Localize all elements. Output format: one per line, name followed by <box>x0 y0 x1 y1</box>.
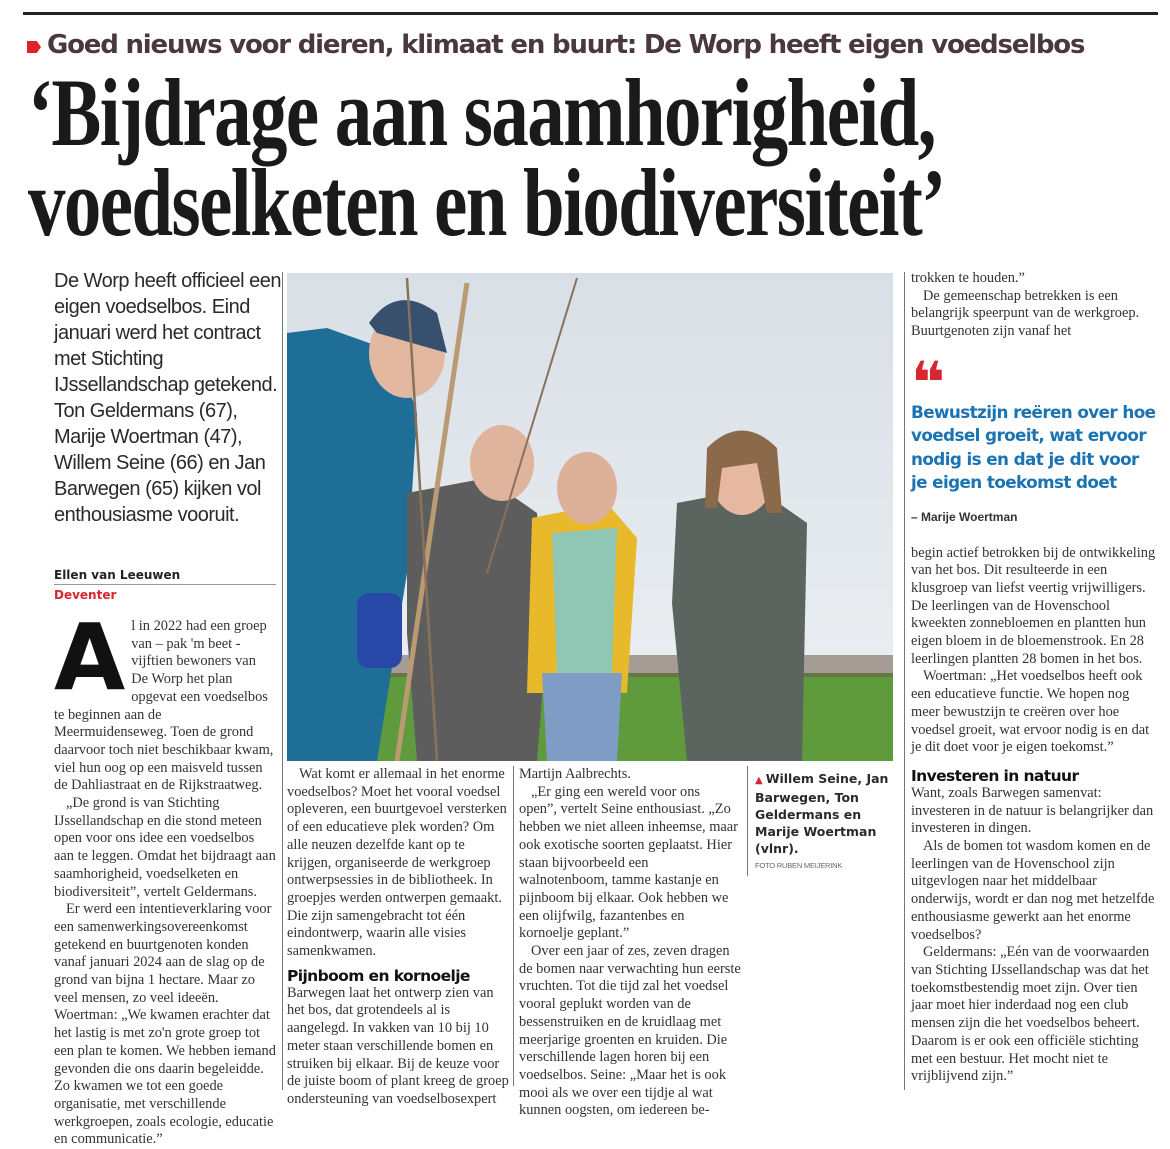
paragraph: „De grond is van Stichting IJssellandschap en die stond meteen open voor ons idee een voedselbos aan te leggen. Omdat het bijdraagt aan saamhorigheid, voedselketen en biodiversiteit”, vertelt Geldermans. <box>54 795 276 900</box>
jeans <box>542 673 622 761</box>
pull-quote-attribution: – Marije Woertman <box>911 509 1018 524</box>
photo-caption <box>755 770 895 870</box>
headline-line-1: ‘Bijdrage aan saamhorigheid, <box>28 59 935 166</box>
column-divider <box>747 766 748 876</box>
subheading: Pijnboom en kornoelje <box>287 966 470 985</box>
byline <box>54 568 276 602</box>
pull-quote <box>911 348 1157 527</box>
column-divider <box>513 766 514 1086</box>
glove <box>357 593 402 668</box>
column-divider <box>904 272 905 1090</box>
paragraph: Er werd een intentieverklaring voor een samenwerkingsovereenkomst getekend en buurtgenoten konden vanaf januari 2024 aan de slag op de grond van bijna 1 hectare. Maar zo veel mensen, zo veel ideeën. Woertman: „We kwamen erachter dat het lastig is met zo'n grote groep tot een plan te komen. We hebben iemand gevonden die ons daarin begeleidde. Zo kwamen we tot een goede organisatie, met verschillende werkgroepen, zoals ecologie, educatie en communicatie.” <box>54 901 276 1148</box>
paragraph: De gemeenschap betrekken is een belangrijk speerpunt van de werkgroep. Buurtgenoten zijn vanaf het <box>911 287 1140 340</box>
headline <box>28 59 945 256</box>
byline-author: Ellen van Leeuwen <box>54 568 276 585</box>
triangle-up-icon: ▲ <box>755 775 763 786</box>
paragraph: begin actief betrokken bij de ontwikkeling van het bos. Dit resulteerde in een klusgroep van liefst veertig vrijwilligers. De leerlingen van de Hovenschool kweekten zonnebloemen en plantten hun eigen bloem in de bloemenstrook. En 28 leerlingen plantten 28 bomen in het bos. <box>911 544 1156 667</box>
article-column-4 <box>911 270 1157 1086</box>
hoodie <box>552 528 617 673</box>
headline-line-2: voedselketen en biodiversiteit’ <box>28 149 945 256</box>
article-column-3 <box>519 766 741 1120</box>
article-column-2 <box>287 766 509 1109</box>
person-face <box>557 452 617 524</box>
dropcap: A <box>54 604 126 711</box>
paragraph: l in 2022 had een groep van – pak 'm beet - vijftien bewoners van De Worp het plan opgevat een voedselbos te beginnen aan de Meermuidenseweg. Toen de grond daarvoor toch niet beschikbaar kwam, viel hun oog op een maisveld tussen de Dahliastraat en de Rijkstraatweg. <box>54 618 274 794</box>
intro-lead: De Worp heeft officieel een eigen voedselbos. Eind januari werd het contract met Stichting IJssellandschap getekend. Ton Geldermans (67), Marije Woertman (47), Willem Seine (66) en Jan Barwegen (65) kijken vol enthousiasme vooruit. <box>54 270 282 526</box>
paragraph: trokken te houden.” <box>911 270 1025 286</box>
paragraph: Als de bomen tot wasdom komen en de leerlingen van de Hovenschool zijn uitgevlogen naar het middelbaar onderwijs, wordt er dan nog met hetzelfde enthousiasme gewerkt aan het enorme voedselbos? <box>911 838 1155 943</box>
paragraph: Want, zoals Barwegen samenvat: investeren in de natuur is belangrijker dan investeren in dingen. <box>911 784 1154 837</box>
caption-body: Willem Seine, Jan Barwegen, Ton Geldermans en Marije Woertman (vlnr). <box>755 771 889 856</box>
paragraph: Wat komt er allemaal in het enorme voedselbos? Moet het vooral voedsel opleveren, een buurtgevoel versterken of een educatieve plek worden? Om alle neuzen dezelfde kant op te krijgen, organiseerde de werkgroep ontwerpsessies in de bibliotheek. In groepjes werden ontwerpen gemaakt. Die zijn samengebracht tot één eindontwerp, waarin alle visies samenkwamen. <box>287 766 507 960</box>
caption-text <box>755 770 895 857</box>
paragraph: Barwegen laat het ontwerp zien van het bos, dat grotendeels al is aangelegd. In vakken van 10 bij 10 meter staan verschillende bomen en struiken bij elkaar. Bij de keuze voor de juiste boom of plant kreeg de groep ondersteuning van voedselbosexpert <box>287 984 509 1107</box>
photo-credit: FOTO RUBEN MEIJERINK <box>755 861 843 870</box>
article-column-1 <box>54 604 276 1149</box>
person-face <box>470 425 534 501</box>
column-divider <box>282 272 283 1090</box>
article-photo <box>287 273 893 761</box>
kicker <box>27 28 1084 62</box>
kicker-text: Goed nieuws voor dieren, klimaat en buurt: De Worp heeft eigen voedselbos <box>47 30 1085 60</box>
kicker-arrow-icon <box>27 41 41 53</box>
paragraph: Martijn Aalbrechts. <box>519 766 631 782</box>
paragraph: Over een jaar of zes, zeven dragen de bomen naar verwachting hun eerste vruchten. Tot die tijd zal het voedsel vooral geplukt worden van de bessenstruiken en de kruidlaag met meerjarige groenten en kruiden. Die verschillende lagen horen bij een voedselbos. Seine: „Maar het is ook mooi als we over een tijdje al wat kunnen oogsten, om iedereen be- <box>519 943 741 1119</box>
subheading: Investeren in natuur <box>911 766 1079 785</box>
quote-mark-icon: ❝ <box>911 348 940 417</box>
person-grey-coat <box>672 488 807 761</box>
byline-place: Deventer <box>54 588 117 602</box>
photo-illustration <box>287 273 893 761</box>
paragraph: Geldermans: „Eén van de voorwaarden van Stichting IJssellandschap was dat het toekomstbestendig moet zijn. Over tien jaar moet hier inderdaad nog een club mensen zijn die het voedselbos beheert. Daarom is er ook een officiële stichting met een bestuur. Het mocht niet te vrijblijvend zijn.” <box>911 944 1150 1085</box>
top-rule <box>23 12 1158 15</box>
pull-quote-text: Bewustzijn reëren over hoe voedsel groeit, wat ervoor nodig is en dat je dit voor je eigen toekomst doet <box>911 401 1156 493</box>
paragraph: Woertman: „Het voedselbos heeft ook een educatieve functie. We hopen nog meer bewustzijn te creëren over hoe voedsel groeit, wat ervoor nodig is en dat je dit doet voor je eigen toekomst.” <box>911 668 1150 756</box>
paragraph: „Er ging een wereld voor ons open”, vertelt Seine enthousiast. „Zo hebben we niet alleen inheemse, maar ook exotische soorten geplaatst. Hier staan bijvoorbeeld een walnotenboom, tamme kastanje en pijnboom bij elkaar. Ook hebben we een olijfwilg, fazantenbes en kornoelje geplant.” <box>519 783 738 942</box>
